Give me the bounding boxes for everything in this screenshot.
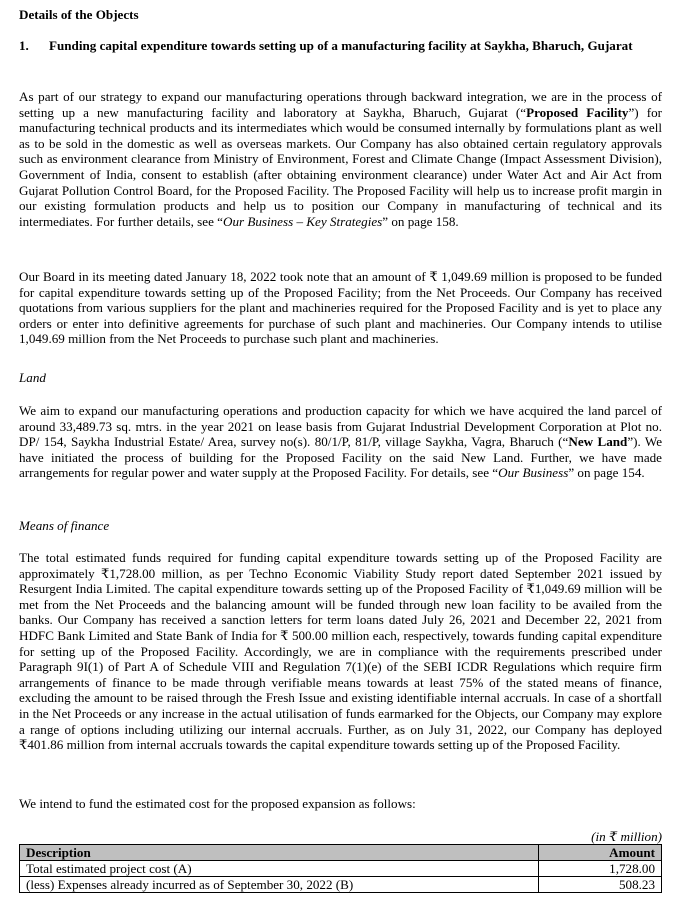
land-text-3: ” on page 154. [568, 465, 645, 481]
finance-paragraph: The total estimated funds required for funding capital expenditure towards setting up of the Proposed Facility are approximately ₹1,728.00 million, as per Techno Economic Viability Study report dated September 2021 issued by Resurgent India Limited. The capital expenditure towards setting up of the Proposed Facility of ₹1,049.69 million will be met from the Net Proceeds and the balancing amount will be funded through new loan facility to be availed from the banks. Our Company has received a sanction letters for term loans dated July 26, 2021 and December 22, 2021 from HDFC Bank Limited and State Bank of India for ₹ 500.00 million each, respectively, towards funding capital expenditure for setting up of the Proposed Facility. Accordingly, we are in compliance with the requirements prescribed under Paragraph 9I(1) of Part A of Schedule VIII and Regulation 7(1)(e) of the SEBI ICDR Regulations which require firm arrangements of finance to be made through verifiable means towards at least 75% of the stated means of finance, excluding the amount to be raised through the Fresh Issue and existing identifiable internal accruals. In case of a shortfall in the Net Proceeds or any increase in the actual utilisation of funds earmarked for the Objects, our Company may explore a range of options including utilizing our internal accruals. Further, as on July 31, 2022, our Company has deployed ₹401.86 million from internal accruals towards the capital expenditure towards setting up of the Proposed Facility. [19, 550, 662, 753]
table-row [20, 861, 662, 877]
land-text-1: We aim to expand our manufacturing operations and production capacity for which we have acquired the land parcel of around 33,489.73 sq. mtrs. in the year 2021 on lease basis from Gujarat Industrial Development Corporation at Plot no. DP/ 154, Saykha Industrial Estate/ Area, survey no(s). 80/1/P, 81/P, village Saykha, Vagra, Bharuch (“ [19, 403, 662, 450]
unit-note: (in ₹ million) [591, 829, 662, 844]
land-paragraph [19, 403, 662, 481]
proposed-facility-term: Proposed Facility [526, 104, 629, 120]
strategy-text-2: ”) for manufacturing technical products and its intermediates which would be consumed internally by formulations plant as well as to be sold in the domestic as well as overseas markets. Our Company has also obtained certain regulatory approvals such as environment clearance from Ministry of Environment, Forest and Climate Change (Impact Assessment Division), Government of India, consent to establish (after obtaining environment clearance) under Water Act and Air Act from Gujarat Pollution Control Board, for the Proposed Facility. The Proposed Facility will help us to increase profit margin in our existing formulation products and help us to position our Company in manufacturing of technical and its intermediates. For further details, see “ [19, 104, 663, 229]
table-header-row [20, 845, 662, 861]
strategy-text-1: As part of our strategy to expand our manufacturing operations through backward integration, we are in the process of setting up a new manufacturing facility and laboratory at Saykha, Bharuch, Gujarat (“ [19, 89, 662, 120]
board-paragraph: Our Board in its meeting dated January 18, 2022 took note that an amount of ₹ 1,049.69 million is proposed to be funded for capital expenditure towards setting up of the Proposed Facility; from the Net Proceeds. Our Company has received quotations from various suppliers for the plant and machineries required for the Proposed Facility and is yet to place any orders or enter into definitive agreements for purchase of such plant and machineries. Our Company intends to utilise 1,049.69 million from the Net Proceeds to purchase such plant and machineries. [19, 269, 662, 347]
table-row [20, 877, 662, 893]
land-heading: Land [19, 370, 46, 385]
row-description: Total estimated project cost (A) [20, 861, 539, 877]
land-text-2: ”). We have initiated the process of building for the Proposed Facility on the said New Land. Further, we have made arrangements for regular power and water supply at the Proposed Facility. For details, see “ [19, 434, 663, 481]
strategy-paragraph [19, 89, 662, 229]
amount-header: Amount [539, 845, 662, 861]
funding-intro-paragraph: We intend to fund the estimated cost for the proposed expansion as follows: [19, 796, 416, 811]
strategy-text-3: ” on page 158. [382, 213, 459, 229]
description-header: Description [20, 845, 539, 861]
means-of-finance-heading: Means of finance [19, 518, 110, 533]
object-number: 1. [19, 38, 29, 53]
row-description: (less) Expenses already incurred as of September 30, 2022 (B) [20, 877, 539, 893]
row-amount: 508.23 [539, 877, 662, 893]
key-strategies-reference: Our Business – Key Strategies [222, 213, 383, 229]
row-amount: 1,728.00 [539, 861, 662, 877]
new-land-term: New Land [568, 434, 628, 450]
object-title: Funding capital expenditure towards setting up of a manufacturing facility at Saykha, Bharuch, Gujarat [49, 38, 633, 53]
our-business-reference: Our Business [498, 465, 569, 481]
cost-table [19, 844, 662, 893]
section-heading: Details of the Objects [19, 7, 139, 22]
